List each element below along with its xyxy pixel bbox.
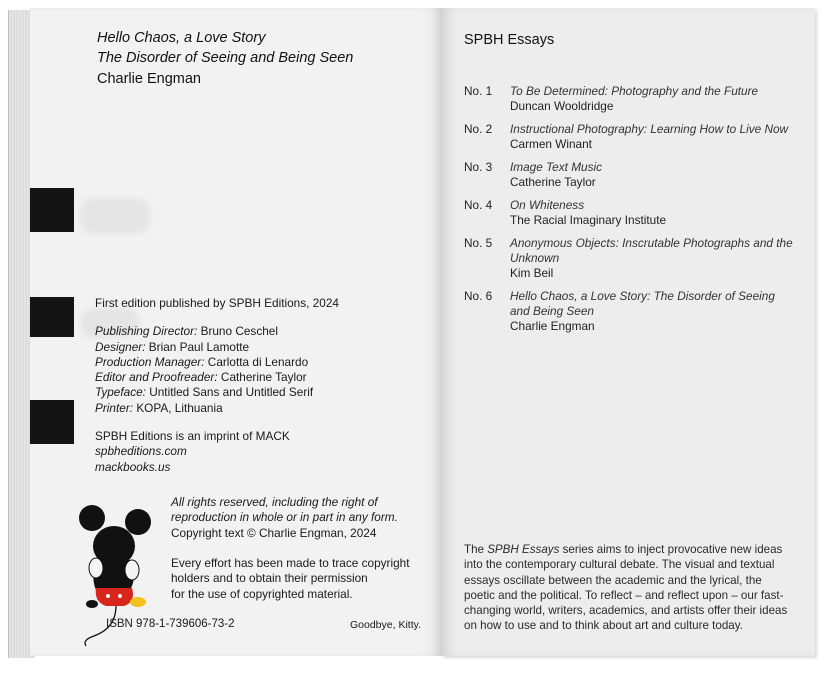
list-item [464, 160, 794, 190]
essay-title: Hello Chaos, a Love Story: The Disorder of Seeing and Being Seen [510, 289, 775, 318]
essay-title: To Be Determined: Photography and the Future [510, 84, 759, 98]
credit-line: Typeface: Untitled Sans and Untitled Serif [95, 385, 314, 400]
book-author: Charlie Engman [97, 71, 201, 87]
credit-line: Production Manager: Carlotta di Lenardo [95, 354, 309, 369]
rights-line: All rights reserved, including the right of [171, 495, 378, 509]
credit-line: Editor and Proofreader: Catherine Taylor [95, 370, 307, 385]
left-page [30, 8, 441, 656]
essay-number: No. 1 [464, 84, 493, 98]
essay-list [464, 84, 794, 342]
essay-author: Kim Beil [510, 266, 554, 280]
dedication: Goodbye, Kitty. [350, 619, 422, 631]
list-item [464, 122, 794, 152]
edition-statement: First edition published by SPBH Editions, 2024 [95, 296, 339, 310]
credit-line: Printer: KOPA, Lithuania [95, 400, 223, 415]
show-through [80, 198, 150, 234]
essay-author: Charlie Engman [510, 319, 595, 333]
series-name: SPBH Essays [487, 543, 560, 556]
list-item [464, 236, 794, 281]
list-item [464, 198, 794, 228]
permissions-line: Every effort has been made to trace copyright [171, 556, 410, 570]
title-block [97, 28, 353, 90]
credits-block [95, 296, 339, 475]
essay-title: Image Text Music [510, 160, 603, 174]
series-title: SPBH Essays [464, 32, 555, 48]
list-item [464, 84, 794, 114]
right-page [441, 8, 815, 656]
essay-number: No. 2 [464, 122, 493, 136]
essay-title: On Whiteness [510, 198, 585, 212]
permissions-line: for the use of copyrighted material. [171, 586, 353, 601]
essay-number: No. 4 [464, 198, 493, 212]
website-link: mackbooks.us [95, 459, 171, 474]
essay-number: No. 6 [464, 289, 493, 303]
essay-author: Catherine Taylor [510, 175, 596, 189]
bleed-bar [30, 297, 74, 337]
permissions-block [171, 556, 409, 602]
essay-number: No. 5 [464, 236, 493, 250]
credit-line: Designer: Brian Paul Lamotte [95, 339, 250, 354]
credit-line: Publishing Director: Bruno Ceschel [95, 324, 278, 339]
series-description: The SPBH Essays series aims to inject provocative new ideas into the contemporary cultural debate. The visual and textual essays oscillate between the academic and the lyrical, the poetic and the political. To reflect – and reflect upon – our fast-changing world, writers, academics, and artists offer their ideas on how to use and to think about art and culture today. [464, 543, 788, 633]
imprint-line: SPBH Editions is an imprint of MACK [95, 429, 290, 444]
bleed-bar [30, 400, 74, 444]
permissions-line: holders and to obtain their permission [171, 571, 368, 586]
rights-line: reproduction in whole or in part in any form. [171, 510, 398, 525]
rights-block [171, 495, 398, 541]
list-item [464, 289, 794, 334]
book-title-line2: The Disorder of Seeing and Being Seen [97, 50, 354, 66]
essay-title: Anonymous Objects: Inscrutable Photographs and the Unknown [510, 236, 793, 265]
bleed-bar [30, 188, 74, 232]
essay-title: Instructional Photography: Learning How to Live Now [510, 122, 789, 136]
essay-author: The Racial Imaginary Institute [510, 213, 667, 227]
essay-number: No. 3 [464, 160, 493, 174]
copyright-line: Copyright text © Charlie Engman, 2024 [171, 525, 377, 540]
book-title-line1: Hello Chaos, a Love Story [97, 30, 266, 46]
essay-author: Carmen Winant [510, 137, 592, 151]
website-link: spbheditions.com [95, 444, 187, 459]
essay-author: Duncan Wooldridge [510, 99, 614, 113]
isbn: ISBN 978-1-739606-73-2 [106, 618, 235, 630]
